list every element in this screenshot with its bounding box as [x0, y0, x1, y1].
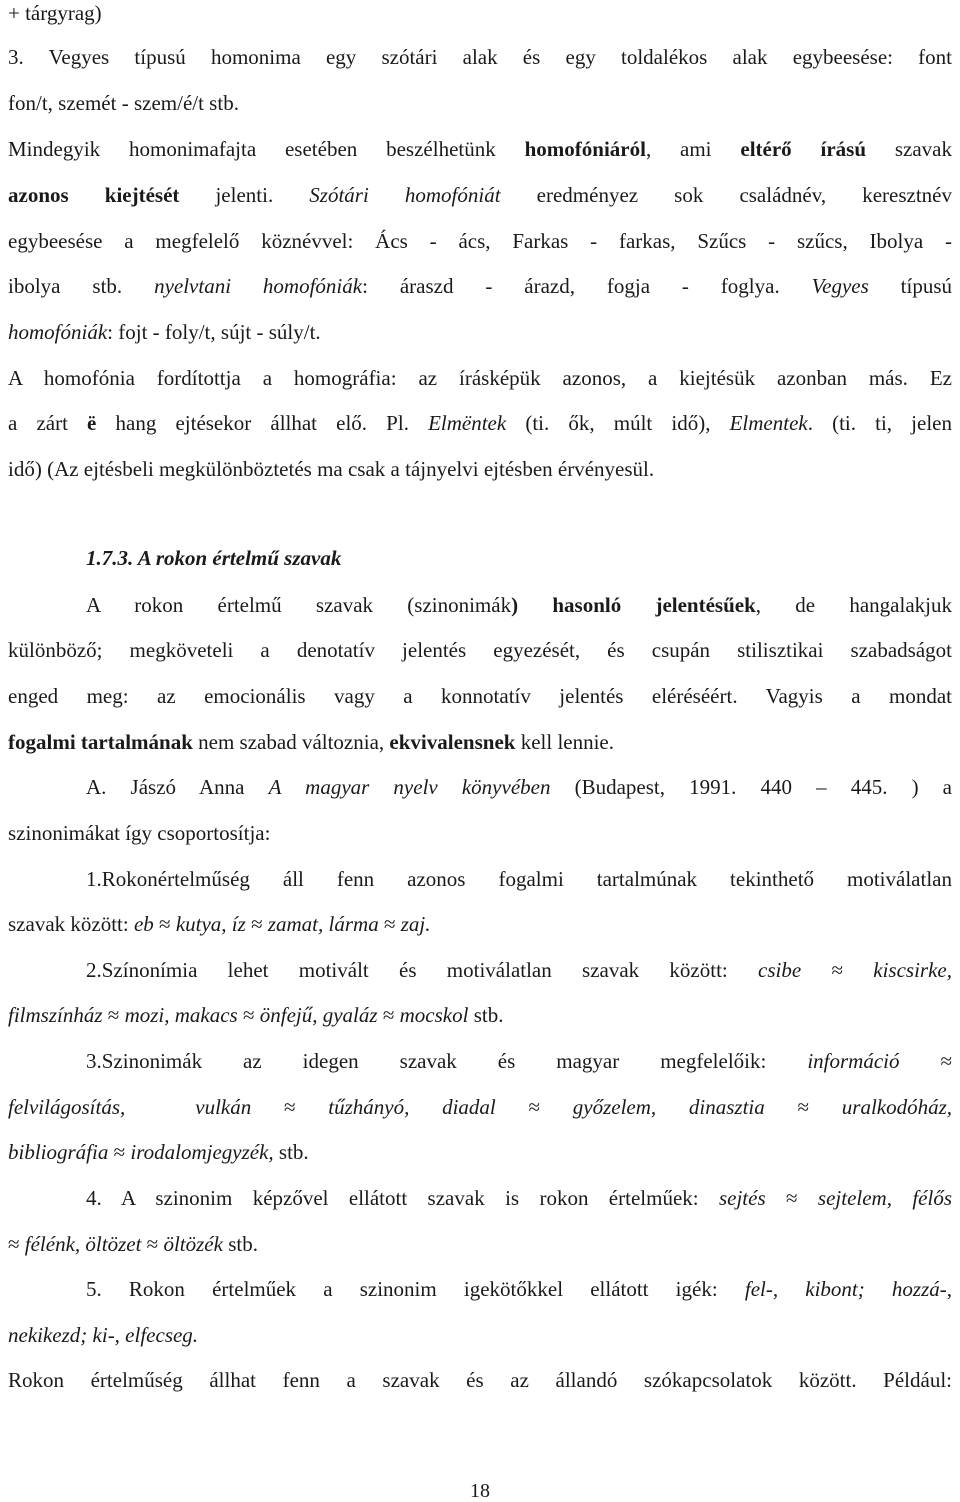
text-line: A. Jászó Anna A magyar nyelv könyvében (Budapest, 1991. 440 – 445. ) a — [86, 775, 953, 799]
text-line: szinonimákat így csoportosítja: — [8, 821, 271, 845]
text-line: idő) (Az ejtésbeli megkülönböztetés ma csak a tájnyelvi ejtésben érvényesül. — [8, 457, 655, 481]
text-line: 4. A szinonim képzővel ellátott szavak is rokon értelműek: sejtés ≈ sejtelem, félős — [86, 1186, 953, 1210]
text-line: bibliográfia ≈ irodalomjegyzék, stb. — [8, 1140, 309, 1164]
text-line: + tárgyrag) — [8, 1, 102, 25]
text-line: enged meg: az emocionális vagy a konnotatív jelentés eléréséért. Vagyis a mondat — [8, 684, 952, 708]
text-line: felvilágosítás, vulkán ≈ tűzhányó, diadal ≈ győzelem, dinasztia ≈ uralkodóház, — [8, 1095, 953, 1119]
text-line: 2.Színonímia lehet motivált és motiválatlan szavak között: csibe ≈ kiscsirke, — [86, 958, 952, 982]
text-line: ≈ félénk, öltözet ≈ öltözék stb. — [8, 1232, 258, 1256]
section-heading: 1.7.3. A rokon értelmű szavak — [86, 546, 342, 570]
text-line: egybeesése a megfelelő köznévvel: Ács - ács, Farkas - farkas, Szűcs - szűcs, Ibolya - — [8, 229, 952, 253]
text-line: különböző; megköveteli a denotatív jelentés egyezését, és csupán stilisztikai szabadságot — [8, 638, 952, 662]
page-number: 18 — [470, 1480, 490, 1502]
text-line: szavak között: eb ≈ kutya, íz ≈ zamat, lárma ≈ zaj. — [8, 912, 431, 936]
text-line: A homofónia fordítottja a homográfia: az írásképük azonos, a kiejtésük azonban más. Ez — [8, 366, 952, 390]
text-line: 5. Rokon értelműek a szinonim igekötőkkel ellátott igék: fel-, kibont; hozzá-, — [86, 1277, 953, 1301]
text-line: nekikezd; ki-, elfecseg. — [8, 1323, 199, 1347]
text-line: filmszínház ≈ mozi, makacs ≈ önfejű, gyaláz ≈ mocskol stb. — [8, 1003, 504, 1027]
text-line: Mindegyik homonimafajta esetében beszélhetünk homofóniáról, ami eltérő írású szavak — [8, 137, 952, 161]
text-line: 3. Vegyes típusú homonima egy szótári alak és egy toldalékos alak egybeesése: font — [8, 45, 952, 69]
text-line: fon/t, szemét - szem/é/t stb. — [8, 91, 239, 115]
text-line: azonos kiejtését jelenti. Szótári homofóniát eredményez sok családnév, keresztnév — [8, 183, 952, 207]
text-line: Rokon értelműség állhat fenn a szavak és az állandó szókapcsolatok között. Például: — [8, 1368, 952, 1392]
text-line: A rokon értelmű szavak (szinonimák) hasonló jelentésűek, de hangalakjuk — [86, 593, 952, 617]
text-line: fogalmi tartalmának nem szabad változnia, ekvivalensnek kell lennie. — [8, 730, 615, 754]
text-line: homofóniák: fojt - foly/t, sújt - súly/t. — [8, 320, 321, 344]
text-line: 1.Rokonértelműség áll fenn azonos fogalmi tartalmúnak tekinthető motiválatlan — [86, 867, 952, 891]
text-line: ibolya stb. nyelvtani homofóniák: áraszd - árazd, fogja - foglya. Vegyes típusú — [8, 274, 953, 298]
text-line: 3.Szinonimák az idegen szavak és magyar megfelelőik: információ ≈ — [86, 1049, 952, 1073]
text-line: a zárt ë hang ejtésekor állhat elő. Pl. Elmëntek (ti. ők, múlt idő), Elmentek. (ti. ti, jelen — [8, 411, 952, 435]
